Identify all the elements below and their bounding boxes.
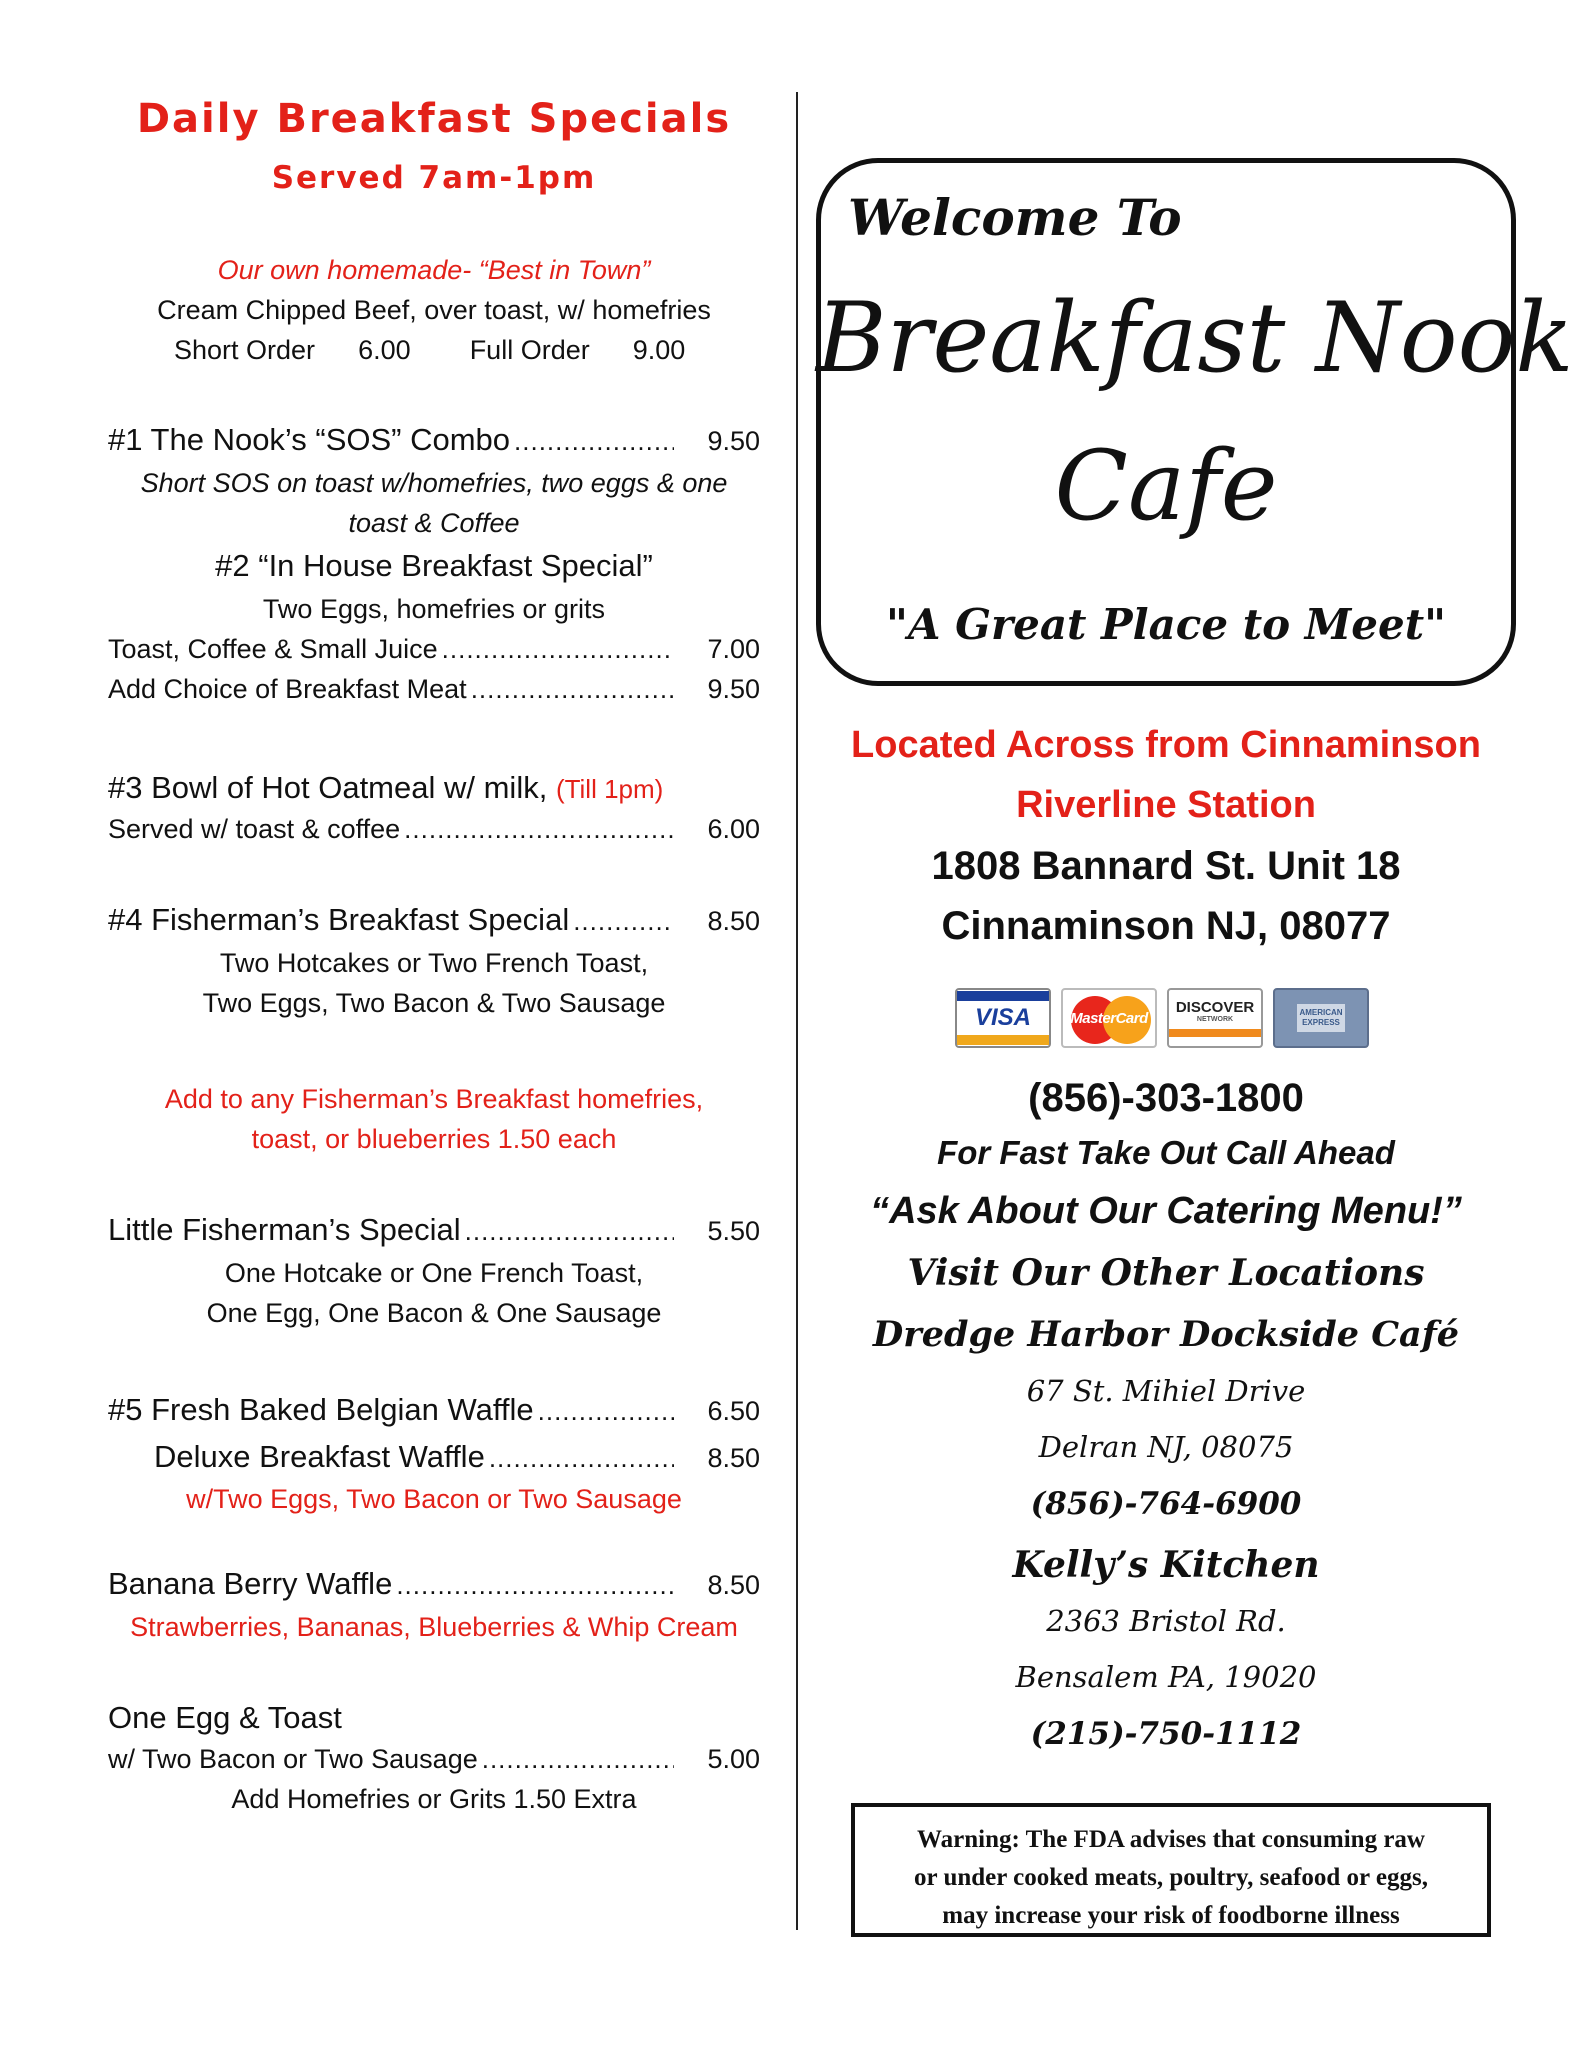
menu-item-3-line-text: Served w/ toast & coffee	[108, 814, 401, 844]
fda-warning-line-3: may increase your risk of foodborne illness	[942, 1902, 1400, 1929]
cafe-name-2: Cafe	[1054, 430, 1278, 542]
menu-item-5-name: #5 Fresh Baked Belgian Waffle	[108, 1392, 534, 1427]
location-1-name: Dredge Harbor Dockside Café	[872, 1314, 1460, 1355]
location-1-city: Delran NJ, 08075	[1038, 1430, 1294, 1464]
menu-item-banana-name: Banana Berry Waffle	[108, 1566, 393, 1601]
menu-item-1-name: #1 The Nook’s “SOS” Combo	[108, 422, 511, 457]
menu-item-2-desc: Two Eggs, homefries or grits	[262, 594, 606, 624]
menu-item-banana-note: Strawberries, Bananas, Blueberries & Whip Cream	[130, 1612, 738, 1642]
menu-item-1	[108, 422, 760, 458]
menu-item-4-desc: Two Hotcakes or Two French Toast,	[219, 948, 649, 978]
chipped-beef-desc: Cream Chipped Beef, over toast, w/ homefries	[157, 295, 711, 325]
location-1-phone: (856)-764-6900	[1030, 1486, 1302, 1522]
location-line-1: Located Across from Cinnaminson	[851, 724, 1481, 766]
menu-item-little	[108, 1212, 760, 1248]
specials-column	[108, 0, 760, 2048]
menu-item-4-desc-2: Two Eggs, Two Bacon & Two Sausage	[202, 988, 666, 1018]
mastercard-icon	[1061, 988, 1157, 1048]
menu-item-1-desc-2: toast & Coffee	[348, 508, 520, 538]
main-phone: (856)-303-1800	[1028, 1076, 1304, 1120]
visit-heading: Visit Our Other Locations	[907, 1252, 1425, 1294]
menu-item-egg-name: One Egg & Toast	[108, 1700, 342, 1735]
menu-item-little-desc: One Hotcake or One French Toast,	[224, 1258, 644, 1288]
menu-item-deluxe-price: 8.50	[707, 1443, 760, 1473]
location-line-2: Riverline Station	[1016, 784, 1316, 826]
cafe-slogan: "A Great Place to Meet"	[886, 600, 1446, 649]
cafe-name: Breakfast Nook	[816, 282, 1574, 394]
full-order-label: Full Order	[469, 335, 590, 365]
menu-item-little-name: Little Fisherman’s Special	[108, 1212, 461, 1247]
menu-item-2-line-2-text: Add Choice of Breakfast Meat	[108, 674, 467, 704]
menu-item-5	[108, 1392, 760, 1428]
location-1-street: 67 St. Mihiel Drive	[1026, 1374, 1306, 1408]
menu-item-4-name: #4 Fisherman’s Breakfast Special	[108, 902, 570, 937]
fda-warning-line-1: Warning: The FDA advises that consuming raw	[917, 1826, 1425, 1853]
fda-warning-line-2: or under cooked meats, poultry, seafood or eggs,	[914, 1864, 1428, 1891]
visa-card-icon	[955, 988, 1051, 1048]
menu-item-2-price-2: 9.50	[707, 674, 760, 704]
discover-card-icon	[1167, 988, 1263, 1048]
amex-label: AMERICAN EXPRESS	[1297, 1004, 1345, 1032]
page-title: Daily Breakfast Specials	[136, 96, 732, 142]
menu-item-little-price: 5.50	[707, 1216, 760, 1246]
menu-item-banana-price: 8.50	[707, 1570, 760, 1600]
menu-item-4-price: 8.50	[707, 906, 760, 936]
menu-item-egg-line-text: w/ Two Bacon or Two Sausage	[108, 1744, 478, 1774]
menu-item-1-desc: Short SOS on toast w/homefries, two eggs & one	[140, 468, 728, 498]
catering-note: “Ask About Our Catering Menu!”	[870, 1190, 1462, 1232]
menu-item-deluxe-name: Deluxe Breakfast Waffle	[154, 1439, 485, 1474]
menu-item-5-price: 6.50	[707, 1396, 760, 1426]
location-2-name: Kelly’s Kitchen	[1012, 1544, 1320, 1586]
menu-item-egg-note: Add Homefries or Grits 1.50 Extra	[231, 1784, 637, 1814]
addon-note-2: toast, or blueberries 1.50 each	[251, 1124, 617, 1154]
full-order-price: 9.00	[632, 335, 686, 365]
menu-item-egg-price: 5.00	[707, 1744, 760, 1774]
menu-item-3-name: #3 Bowl of Hot Oatmeal w/ milk,	[108, 770, 548, 805]
discover-sub-label: NETWORK	[1196, 1016, 1234, 1023]
welcome-to: Welcome To	[848, 188, 1182, 247]
order-sizes	[174, 335, 685, 366]
menu-item-3-line	[108, 814, 760, 850]
location-2-street: 2363 Bristol Rd.	[1046, 1604, 1286, 1638]
menu-item-3-price: 6.00	[707, 814, 760, 844]
menu-item-deluxe-note: w/Two Eggs, Two Bacon or Two Sausage	[186, 1484, 682, 1514]
fda-warning	[851, 1803, 1491, 1937]
amex-card-icon	[1273, 988, 1369, 1048]
hours-subtitle: Served 7am-1pm	[271, 160, 597, 196]
menu-item-2-price-1: 7.00	[707, 634, 760, 664]
short-order-price: 6.00	[358, 335, 411, 365]
menu-item-2-name: #2 “In House Breakfast Special”	[215, 548, 653, 583]
menu-item-1-price: 9.50	[707, 426, 760, 456]
menu-item-egg-line	[108, 1744, 760, 1780]
takeout-note: For Fast Take Out Call Ahead	[937, 1134, 1395, 1171]
menu-item-2-line-1	[108, 634, 760, 670]
payment-cards	[955, 988, 1369, 1048]
chipped-beef-tagline: Our own homemade- “Best in Town”	[217, 255, 651, 285]
mastercard-label: MasterCard	[1070, 1009, 1148, 1027]
location-2-city: Bensalem PA, 19020	[1015, 1660, 1317, 1694]
menu-item-3-note: (Till 1pm)	[555, 774, 664, 804]
menu-item-3	[108, 770, 760, 806]
menu-item-deluxe	[154, 1439, 760, 1475]
discover-label: DISCOVER	[1175, 999, 1255, 1016]
short-order-label: Short Order	[174, 335, 316, 365]
address-line-1: 1808 Bannard St. Unit 18	[931, 844, 1401, 888]
menu-item-banana	[108, 1566, 760, 1602]
menu-item-little-desc-2: One Egg, One Bacon & One Sausage	[206, 1298, 662, 1328]
menu-item-2-line-1-text: Toast, Coffee & Small Juice	[108, 634, 438, 664]
addon-note: Add to any Fisherman’s Breakfast homefries,	[164, 1084, 704, 1114]
visa-label: VISA	[974, 1004, 1031, 1031]
address-line-2: Cinnaminson NJ, 08077	[941, 904, 1391, 948]
menu-item-2-line-2	[108, 674, 760, 710]
column-divider	[796, 92, 798, 1930]
location-2-phone: (215)-750-1112	[1030, 1716, 1302, 1752]
menu-item-4	[108, 902, 760, 938]
